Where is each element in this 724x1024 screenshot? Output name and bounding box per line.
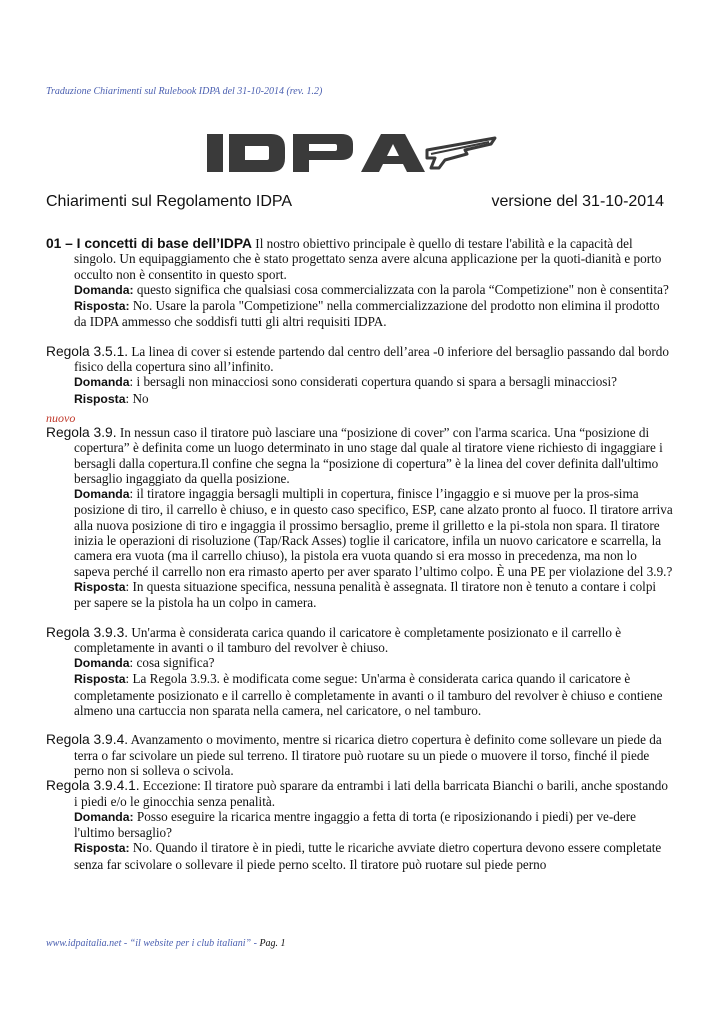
section-01 — [46, 236, 674, 330]
document-title-row — [46, 193, 676, 211]
domanda-label: Domanda: — [74, 809, 134, 824]
idpa-logo — [205, 128, 500, 178]
page-number: Pag. 1 — [259, 938, 286, 949]
rule-3-9-4-1-question — [46, 809, 674, 841]
rule-3-9-answer — [46, 579, 674, 611]
rule-3-5-1-question — [46, 374, 674, 390]
answer-text: In questa situazione specifica, nessuna penalità è assegnata. Il tiratore non è tenuto a contare i colpi per sapere se la pistola ha un colpo in camera. — [74, 578, 657, 611]
rule-3-9-heading: Regola 3.9. — [46, 424, 117, 440]
rule-3-9-4 — [46, 732, 674, 778]
domanda-label: Domanda — [74, 656, 130, 671]
question-text: i bersagli non minacciosi sono considerati copertura quando si spara a bersagli minacciosi? — [136, 374, 617, 390]
rule-3-9-4-paragraph — [46, 732, 674, 778]
rule-3-5-1-heading: Regola 3.5.1. — [46, 343, 129, 359]
running-header: Traduzione Chiarimenti sul Rulebook IDPA del 31-10-2014 (rev. 1.2) — [46, 86, 323, 97]
document-title: Chiarimenti sul Regolamento IDPA — [46, 193, 293, 210]
domanda-label: Domanda — [74, 487, 130, 502]
rule-3-9-3-heading: Regola 3.9.3. — [46, 624, 129, 640]
colon: : — [125, 671, 133, 687]
rule-3-9-4-1-answer — [46, 840, 674, 872]
question-text: il tiratore ingaggia bersagli multipli in copertura, finisce l’ingaggio e si muove per la pros-sima posizione di tiro, il carrello è chiuso, e in questo caso specifico, ESP, cane alzato pronto al fuoco. Il tiratore arriva alla nuova posizione di tiro e ingaggia il prossimo bersaglio, preme il grilletto e la pi-stola non spara. Il tiratore inizia le operazioni di risoluzione (Tap/Rack Asses) toglie il caricatore, infila un nuovo caricatore e scarrella, la camera era vuota (ma il carrello chiuso), la pistola era vuota quando si era mosso in precedenza, ma non lo sapeva perché il carrello non era rimasto aperto per aver sparato l’ultimo colpo. È una PE per violazione del 3.9.? — [74, 486, 673, 579]
question-text: Posso eseguire la ricarica mentre ingaggio a fetta di torta (e riposizionando i piedi) per ve-dere l'ultimo bersaglio? — [74, 808, 636, 841]
answer-text: No. Usare la parola "Competizione" nella commercializzazione del prodotto non elimina il prodotto da IDPA ammesso che soddisfi tutti gli altri requisiti IDPA. — [74, 298, 660, 330]
rule-3-9-4-1-paragraph — [46, 778, 674, 809]
risposta-label: Risposta — [74, 579, 126, 594]
colon: : — [129, 486, 137, 502]
question-text: questo significa che qualsiasi cosa commercializzata con la parola “Competizione" non è consentita? — [133, 281, 669, 297]
answer-text: La Regola 3.9.3. è modificata come segue: Un'arma è considerata carica quando il caricatore è completamente posizionato e il carrello è completamente in avanti o il tamburo del revolver è chiuso e contiene almeno una cartuccia non sparata nella camera, nel caricatore, o nel tamburo. — [74, 671, 663, 719]
colon: : — [129, 655, 137, 671]
rule-3-9-4-heading: Regola 3.9.4. — [46, 732, 129, 748]
rule-3-9-4-1-heading: Regola 3.9.4.1. — [46, 778, 140, 794]
answer-text: No — [132, 390, 149, 406]
section-01-paragraph — [46, 236, 674, 282]
answer-text: No. Quando il tiratore è in piedi, tutte le ricariche avviate dietro copertura devono essere completate senza far scivolare o sollevare il piede perno scelto. Il tiratore può ruotare sul piede perno — [74, 840, 662, 872]
rule-3-5-1 — [46, 344, 674, 407]
rule-text: Avanzamento o movimento, mentre si ricarica dietro copertura è definito come sollevare un piede da terra o far scivolare un piede sul terreno. Il tiratore può ruotare su un piede o muovere il torso, finché il piede perno non si solleva o scivola. — [74, 732, 662, 778]
question-text: cosa significa? — [136, 655, 215, 671]
domanda-label: Domanda — [74, 375, 130, 390]
rule-3-9-3 — [46, 625, 674, 719]
rule-3-9-3-question — [46, 655, 674, 671]
rule-text: In nessun caso il tiratore può lasciare una “posizione di cover” con l'arma scarica. Una “posizione di copertura” è definita come un luogo determinato in uno stage dal quale al tiratore viene richiesto di ingaggiare i bersagli dalla copertura.Il confine che segna la “posizione di copertura” è la linea del cover definita dall'ultimo bersaglio ingaggiato da quella posizione. — [74, 424, 663, 486]
rule-text: La linea di cover si estende partendo dal centro dell’area -0 inferiore del bersaglio passando dal bordo fisico della copertura sino all’infinito. — [74, 343, 669, 375]
section-01-text: Il nostro obiettivo principale è quello di testare l'abilità e la capacità del singolo. Un equipaggiamento che è stato progettato senza avere alcuna applicazione per la quoti-dianità e porto occulto non è consentito in questo sport. — [74, 236, 662, 282]
section-01-question — [46, 282, 674, 298]
rule-3-9-3-answer — [46, 671, 674, 718]
colon: : — [125, 578, 133, 594]
rule-text: Un'arma è considerata carica quando il caricatore è completamente posizionato e il carrello è completamente in avanti o il tamburo del revolver è chiuso. — [74, 624, 622, 655]
rule-text: Eccezione: Il tiratore può sparare da entrambi i lati della barricata Bianchi o barili, anche spostando i piedi e/o le ginocchia senza penalità. — [74, 778, 668, 809]
colon: : — [129, 374, 137, 390]
document-body — [46, 236, 674, 872]
rule-3-9 — [46, 411, 674, 611]
new-tag: nuovo — [46, 410, 76, 425]
section-01-heading: 01 – I concetti di base dell’IDPA — [46, 236, 252, 251]
rule-3-9-4-1 — [46, 778, 674, 872]
rule-3-5-1-answer — [46, 391, 674, 407]
risposta-label: Risposta: — [74, 841, 130, 856]
rule-3-9-question — [46, 486, 674, 579]
risposta-label: Risposta — [74, 391, 126, 406]
rule-3-9-paragraph — [46, 425, 674, 486]
rule-3-5-1-paragraph — [46, 344, 674, 375]
risposta-label: Risposta — [74, 672, 126, 687]
document-version: versione del 31-10-2014 — [491, 193, 664, 210]
footer-site: www.idpaitalia.net - “il website per i club italiani” - — [46, 938, 260, 949]
section-01-answer — [46, 298, 674, 330]
rule-3-9-3-paragraph — [46, 625, 674, 656]
page-footer — [46, 938, 286, 949]
colon: : — [125, 390, 133, 406]
domanda-label: Domanda: — [74, 282, 134, 297]
risposta-label: Risposta: — [74, 299, 130, 314]
